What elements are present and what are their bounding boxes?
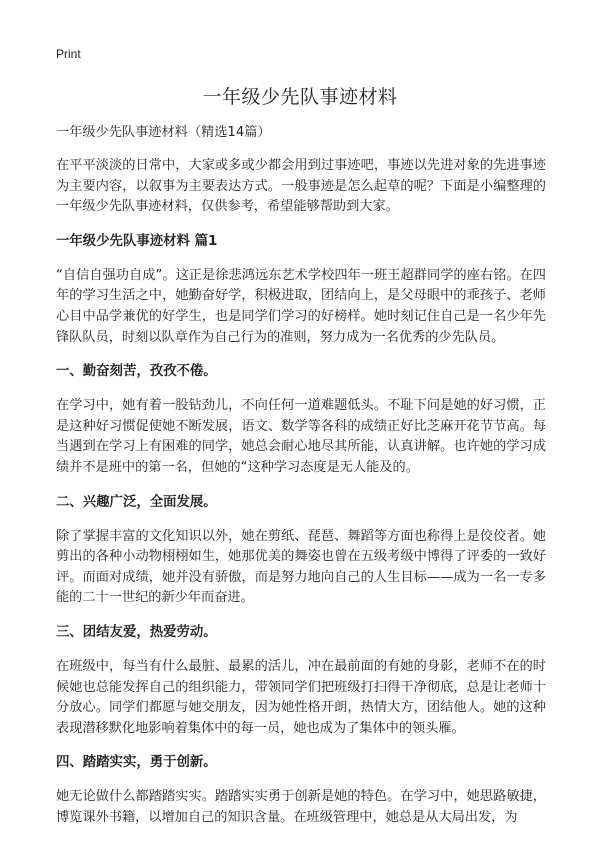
section-heading: 一、勤奋刻苦，孜孜不倦。 (56, 364, 217, 380)
print-link[interactable]: Print (56, 47, 81, 61)
article-heading: 一年级少先队事迹材料 篇1 (56, 233, 218, 249)
section-paragraph: 在学习中，她有着一股钻劲儿，不向任何一道难题低头。不耻下问是她的好习惯，正是这种好习惯促使她不断发展，语文、数学等各科的成绩正好比芝麻开花节节高。每当遇到在学习上有困难的同学，她总会耐心地尽其所能，认真讲解。也许她的学习成绩并不是班中的第一名，但她的“这种学习态度是无人能及的。 (56, 398, 546, 475)
article-intro-paragraph: “自信自强功自成”。这正是徐悲鸿远东艺术学校四年一班王超群同学的座右铭。在四年的学习生活之中，她勤奋好学，积极进取，团结向上，是父母眼中的乖孩子、老师心目中品学兼优的好学生，也是同学们学习的好榜样。她时刻记住自己是一名少年先锋队队员，时刻以队章作为自己行为的准则，努力成为一名优秀的少先队员。 (56, 267, 546, 345)
section-heading: 二、兴趣广泛，全面发展。 (56, 494, 217, 510)
section-paragraph: 她无论做什么都踏踏实实。踏踏实实勇于创新是她的特色。在学习中，她思路敏捷，博览课外书籍，以增加自己的知识含量。在班级管理中，她总是从大局出发，为 (56, 789, 546, 825)
article-body (56, 122, 546, 842)
intro-paragraph: 在平平淡淡的日常中，大家或多或少都会用到过事迹吧，事迹以先进对象的先进事迹为主要内容，以叙事为主要表达方式。一般事迹是怎么起草的呢？下面是小编整理的一年级少先队事迹材料，仅供参考，希望能够帮助到大家。 (56, 158, 546, 215)
article-subtitle: 一年级少先队事迹材料（精选14篇） (56, 125, 271, 140)
page-title: 一年级少先队事迹材料 (202, 86, 398, 108)
section-heading: 三、团结友爱，热爱劳动。 (56, 624, 217, 640)
section-paragraph: 除了掌握丰富的文化知识以外，她在剪纸、琵琶、舞蹈等方面也称得上是佼佼者。她剪出的各种小动物栩栩如生，她那优美的舞姿也曾在五级考级中博得了评委的一致好评。而面对成绩，她并没有骄傲，而是努力地向自己的人生目标——成为一名一专多能的二十一世纪的新少年而奋进。 (56, 528, 546, 606)
section-heading: 四、踏踏实实，勇于创新。 (56, 755, 217, 771)
section-paragraph: 在班级中，每当有什么最脏、最累的活儿，冲在最前面的有她的身影，老师不在的时候她也总能发挥自己的组织能力，带领同学们把班级打扫得干净彻底，总是让老师十分放心。同学们都愿与她交朋友，因为她性格开朗，热情大方，团结他人。她的这种表现潜移默化地影响着集体中的每一员，她也成为了集体中的领头雁。 (56, 658, 546, 736)
